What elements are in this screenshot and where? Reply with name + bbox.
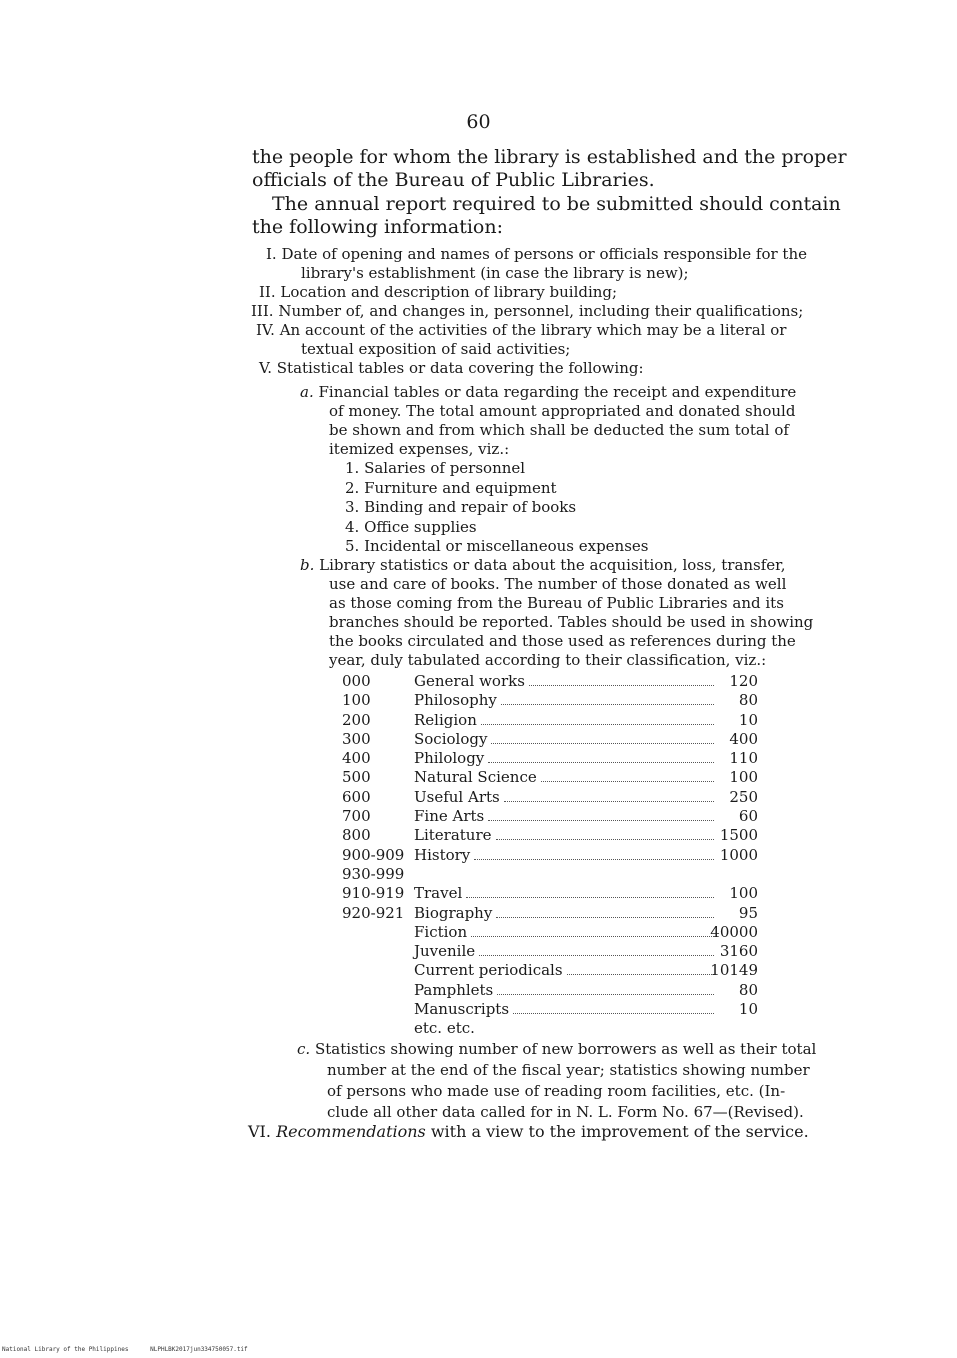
expense-item: 4. Office supplies <box>345 517 477 536</box>
classification-row <box>342 1019 758 1038</box>
expense-item: 5. Incidental or miscellaneous expenses <box>345 537 649 555</box>
classification-row <box>342 846 758 865</box>
class-count: 10 <box>738 1000 758 1019</box>
sub-c-line-1: Statistics showing number of new borrowers as well as their total <box>314 1040 817 1058</box>
sub-b <box>300 556 785 575</box>
sub-c-letter: c. <box>297 1040 311 1058</box>
sub-b-line-5: the books circulated and those used as references during the <box>329 632 796 650</box>
class-code: 200 <box>342 710 371 729</box>
classification-row <box>342 884 758 903</box>
class-subject-label: Travel <box>414 884 463 903</box>
intro-line-2: officials of the Bureau of Public Libraries. <box>252 169 655 191</box>
classification-row <box>342 961 758 980</box>
class-subject <box>414 961 714 980</box>
classification-row <box>342 923 758 942</box>
page-number: 60 <box>466 111 491 133</box>
class-subject-label: Literature <box>414 826 492 845</box>
leader-dots <box>479 955 714 956</box>
classification-row <box>342 807 758 826</box>
class-subject-label: Fine Arts <box>414 807 485 826</box>
class-subject-label: Current periodicals <box>414 961 563 980</box>
class-code: 500 <box>342 768 371 787</box>
item-vi-title: Recommendations <box>276 1122 426 1141</box>
leader-dots <box>501 704 714 705</box>
class-code: 900-909 <box>342 845 405 864</box>
classification-row <box>342 904 758 923</box>
classification-row <box>342 942 758 961</box>
sub-a-letter: a. <box>300 383 314 401</box>
classification-row <box>342 981 758 1000</box>
class-subject-label: History <box>414 845 471 864</box>
item-i-num: I. <box>266 245 277 263</box>
class-count: 80 <box>738 980 758 999</box>
class-count: 250 <box>729 787 758 806</box>
sub-b-line-1: Library statistics or data about the acquisition, loss, transfer, <box>319 556 786 574</box>
class-subject-label: Pamphlets <box>414 980 494 999</box>
class-subject-label: Manuscripts <box>414 1000 510 1019</box>
expense-list <box>345 459 649 557</box>
leader-dots <box>529 685 714 686</box>
leader-dots <box>496 917 714 918</box>
item-v-num: V. <box>259 359 272 377</box>
expense-item: 3. Binding and repair of books <box>345 498 577 516</box>
sub-a-line-3: be shown and from which shall be deducted the sum total of <box>329 421 789 439</box>
item-i <box>266 245 807 264</box>
item-v-line-1: Statistical tables or data covering the following: <box>276 359 644 377</box>
class-subject <box>414 942 714 961</box>
class-code: 700 <box>342 807 371 826</box>
classification-row <box>342 691 758 710</box>
class-subject <box>414 904 714 923</box>
leader-dots <box>474 859 714 860</box>
classification-row <box>342 730 758 749</box>
sub-b-line-6: year, duly tabulated according to their classification, viz.: <box>329 651 767 669</box>
sub-a-line-2: of money. The total amount appropriated and donated should <box>329 402 796 420</box>
class-subject-label: Philology <box>414 749 485 768</box>
class-subject <box>414 923 714 942</box>
item-vi-num: VI. <box>248 1122 271 1141</box>
classification-table <box>342 672 758 1039</box>
item-i-line-1: Date of opening and names of persons or officials responsible for the <box>281 245 807 263</box>
class-subject <box>414 711 714 730</box>
leader-dots <box>488 762 714 763</box>
item-iv-line-1: An account of the activities of the library which may be a literal or <box>279 321 787 339</box>
class-count: 120 <box>729 672 758 690</box>
leader-dots <box>471 936 714 937</box>
item-iv <box>256 321 786 340</box>
class-subject <box>414 981 714 1000</box>
item-iv-num: IV. <box>256 321 275 339</box>
item-v <box>259 359 644 378</box>
intro-line-1: the people for whom the library is established and the proper <box>252 146 847 168</box>
item-vi <box>248 1122 809 1141</box>
class-count: 10149 <box>710 961 758 980</box>
class-subject <box>414 807 714 826</box>
class-subject-label: Fiction <box>414 922 468 941</box>
classification-row <box>342 1000 758 1019</box>
class-code: 600 <box>342 787 371 806</box>
class-count: 400 <box>729 729 758 748</box>
footer-right: NLPHLBK2017jun334750057.tif <box>150 1346 248 1353</box>
item-vi-text: with a view to the improvement of the service. <box>430 1122 809 1141</box>
sub-b-line-2: use and care of books. The number of those donated as well <box>329 575 787 593</box>
class-subject <box>414 884 714 903</box>
item-iv-line-2: textual exposition of said activities; <box>301 340 571 358</box>
item-ii-num: II. <box>259 283 276 301</box>
class-count: 110 <box>729 749 758 768</box>
leader-dots <box>513 1013 714 1014</box>
item-iii-num: III. <box>251 302 274 320</box>
leader-dots <box>567 974 714 975</box>
item-ii <box>259 283 617 302</box>
leader-dots <box>491 743 714 744</box>
sub-a <box>300 383 796 402</box>
class-code: 400 <box>342 749 371 768</box>
class-subject <box>414 768 714 787</box>
class-subject-label: Useful Arts <box>414 787 500 806</box>
class-subject-label: Sociology <box>414 729 488 748</box>
sub-b-line-3: as those coming from the Bureau of Public Libraries and its <box>329 594 784 612</box>
class-count: 60 <box>738 807 758 826</box>
sub-a-line-4: itemized expenses, viz.: <box>329 440 510 458</box>
class-subject <box>414 672 714 691</box>
class-count: 1000 <box>719 845 758 864</box>
classification-row <box>342 711 758 730</box>
class-code: 920-921 <box>342 903 405 922</box>
leader-dots <box>497 994 714 995</box>
expense-item: 1. Salaries of personnel <box>345 459 526 477</box>
item-ii-line-1: Location and description of library building; <box>280 283 618 301</box>
leader-dots <box>466 897 714 898</box>
sub-c-line-2: number at the end of the fiscal year; statistics showing number <box>327 1061 810 1079</box>
class-subject <box>414 788 714 807</box>
class-count: 10 <box>738 710 758 729</box>
leader-dots <box>541 781 714 782</box>
leader-dots <box>481 724 714 725</box>
class-code: 800 <box>342 826 371 845</box>
sub-a-line-1: Financial tables or data regarding the receipt and expenditure <box>318 383 797 401</box>
sub-c-line-3: of persons who made use of reading room facilities, etc. (In- <box>327 1082 786 1100</box>
sub-c-line-4: clude all other data called for in N. L. Form No. 67—(Revised). <box>327 1103 804 1121</box>
class-code: 100 <box>342 691 371 710</box>
class-code: 930-999 <box>342 864 405 883</box>
class-count: 100 <box>729 884 758 903</box>
sub-b-letter: b. <box>300 556 315 574</box>
class-count: 80 <box>738 691 758 710</box>
class-code: 910-919 <box>342 884 405 903</box>
classification-row <box>342 788 758 807</box>
class-subject-label: Philosophy <box>414 691 497 710</box>
class-count: 40000 <box>710 922 758 941</box>
sub-c <box>297 1040 816 1059</box>
class-code: 300 <box>342 729 371 748</box>
leader-dots <box>496 839 714 840</box>
sub-b-line-4: branches should be reported. Tables should be used in showing <box>329 613 814 631</box>
class-subject <box>414 826 714 845</box>
class-subject-label: Juvenile <box>414 942 476 961</box>
classification-row <box>342 768 758 787</box>
classification-row <box>342 749 758 768</box>
intro-line-4: the following information: <box>252 216 503 238</box>
class-subject <box>414 1000 714 1019</box>
class-subject <box>414 730 714 749</box>
item-iii-line-1: Number of, and changes in, personnel, including their qualifications; <box>278 302 804 320</box>
intro-line-3: The annual report required to be submitted should contain <box>272 193 841 215</box>
classification-row <box>342 672 758 691</box>
leader-dots <box>488 820 714 821</box>
item-iii <box>251 302 803 321</box>
class-count: 3160 <box>719 942 758 961</box>
class-count: 100 <box>729 768 758 787</box>
classification-row <box>342 826 758 845</box>
class-subject-label: etc. etc. <box>414 1019 475 1038</box>
class-subject-label: Biography <box>414 903 493 922</box>
class-subject-label: Natural Science <box>414 768 537 787</box>
class-subject <box>414 1019 714 1038</box>
footer-left: National Library of the Philippines <box>2 1346 129 1353</box>
leader-dots <box>504 801 714 802</box>
footer <box>2 1346 248 1353</box>
class-subject-label: Religion <box>414 710 477 729</box>
class-subject-label: General works <box>414 672 525 690</box>
class-subject <box>414 749 714 768</box>
classification-row <box>342 865 758 884</box>
expense-item: 2. Furniture and equipment <box>345 478 557 497</box>
class-subject <box>414 691 714 710</box>
class-count: 95 <box>738 903 758 922</box>
class-subject <box>414 846 714 865</box>
item-i-line-2: library's establishment (in case the library is new); <box>301 264 689 282</box>
class-code: 000 <box>342 672 371 690</box>
class-count: 1500 <box>719 826 758 845</box>
